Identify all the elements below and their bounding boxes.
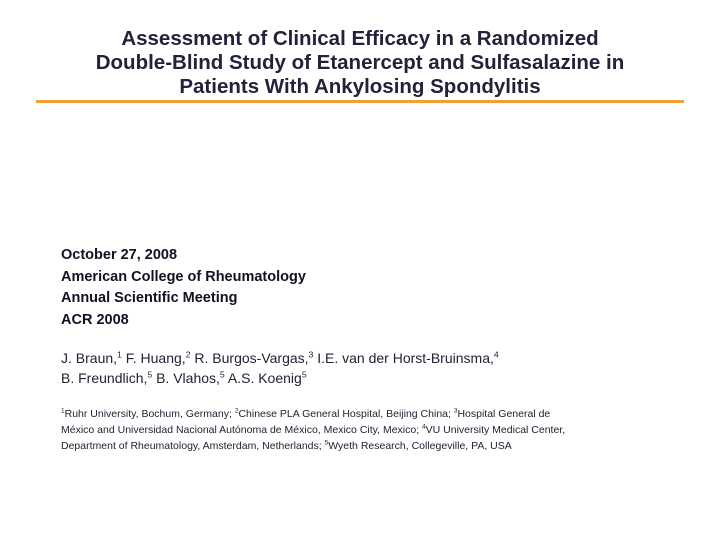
affiliations (61, 406, 565, 454)
affiliation-number: 2 (234, 407, 239, 415)
affiliation-line-2 (61, 422, 565, 438)
affiliation-number: 1 (61, 407, 65, 415)
author-name: B. Vlahos, (156, 370, 220, 386)
meeting-date: October 27, 2008 (61, 247, 178, 263)
author-line-1 (61, 348, 499, 368)
author-name: R. Burgos-Vargas, (194, 350, 309, 366)
author-affiliation-number: 5 (219, 369, 225, 380)
affiliation-number: 3 (453, 407, 458, 415)
author-affiliation-number: 3 (308, 349, 314, 360)
title-line-1: Assessment of Clinical Efficacy in a Randomized (121, 27, 599, 50)
affiliation-text: Department of Rheumatology, Amsterdam, Netherlands; (61, 440, 325, 452)
affiliation-number: 5 (324, 439, 329, 447)
meeting-info (61, 245, 306, 331)
affiliation-text: Ruhr University, Bochum, Germany; (64, 408, 235, 420)
author-affiliation-number: 4 (493, 349, 499, 360)
meeting-organization: American College of Rheumatology (61, 268, 306, 285)
affiliation-text: VU University Medical Center, (425, 424, 566, 436)
author-name: F. Huang, (125, 350, 186, 366)
author-affiliation-number: 2 (185, 349, 191, 360)
slide-title (30, 27, 690, 99)
affiliation-text: Chinese PLA General Hospital, Beijing China; (238, 408, 454, 420)
affiliation-text: Hospital General de (457, 408, 551, 420)
author-affiliation-number: 5 (301, 369, 307, 380)
author-name: A.S. Koenig (227, 370, 302, 386)
author-name: B. Freundlich, (61, 370, 148, 386)
author-affiliation-number: 5 (147, 369, 153, 380)
affiliation-text: México and Universidad Nacional Autónoma de México, Mexico City, Mexico; (61, 424, 423, 436)
affiliation-number: 4 (422, 423, 426, 431)
author-name: I.E. van der Horst-Bruinsma, (317, 350, 494, 366)
author-affiliation-number: 1 (117, 349, 122, 360)
title-line-3: Patients With Ankylosing Spondylitis (179, 75, 541, 98)
author-list (61, 348, 499, 388)
affiliation-text: Wyeth Research, Collegeville, PA, USA (328, 440, 512, 452)
title-line-2: Double-Blind Study of Etanercept and Sulfasalazine in (95, 51, 625, 74)
author-name: J. Braun, (61, 350, 118, 366)
title-divider (36, 100, 684, 103)
affiliation-line-3 (61, 438, 565, 454)
author-line-2 (61, 368, 499, 388)
affiliation-line-1 (61, 406, 565, 422)
meeting-short-name: ACR 2008 (61, 311, 129, 328)
meeting-event: Annual Scientific Meeting (61, 290, 238, 306)
